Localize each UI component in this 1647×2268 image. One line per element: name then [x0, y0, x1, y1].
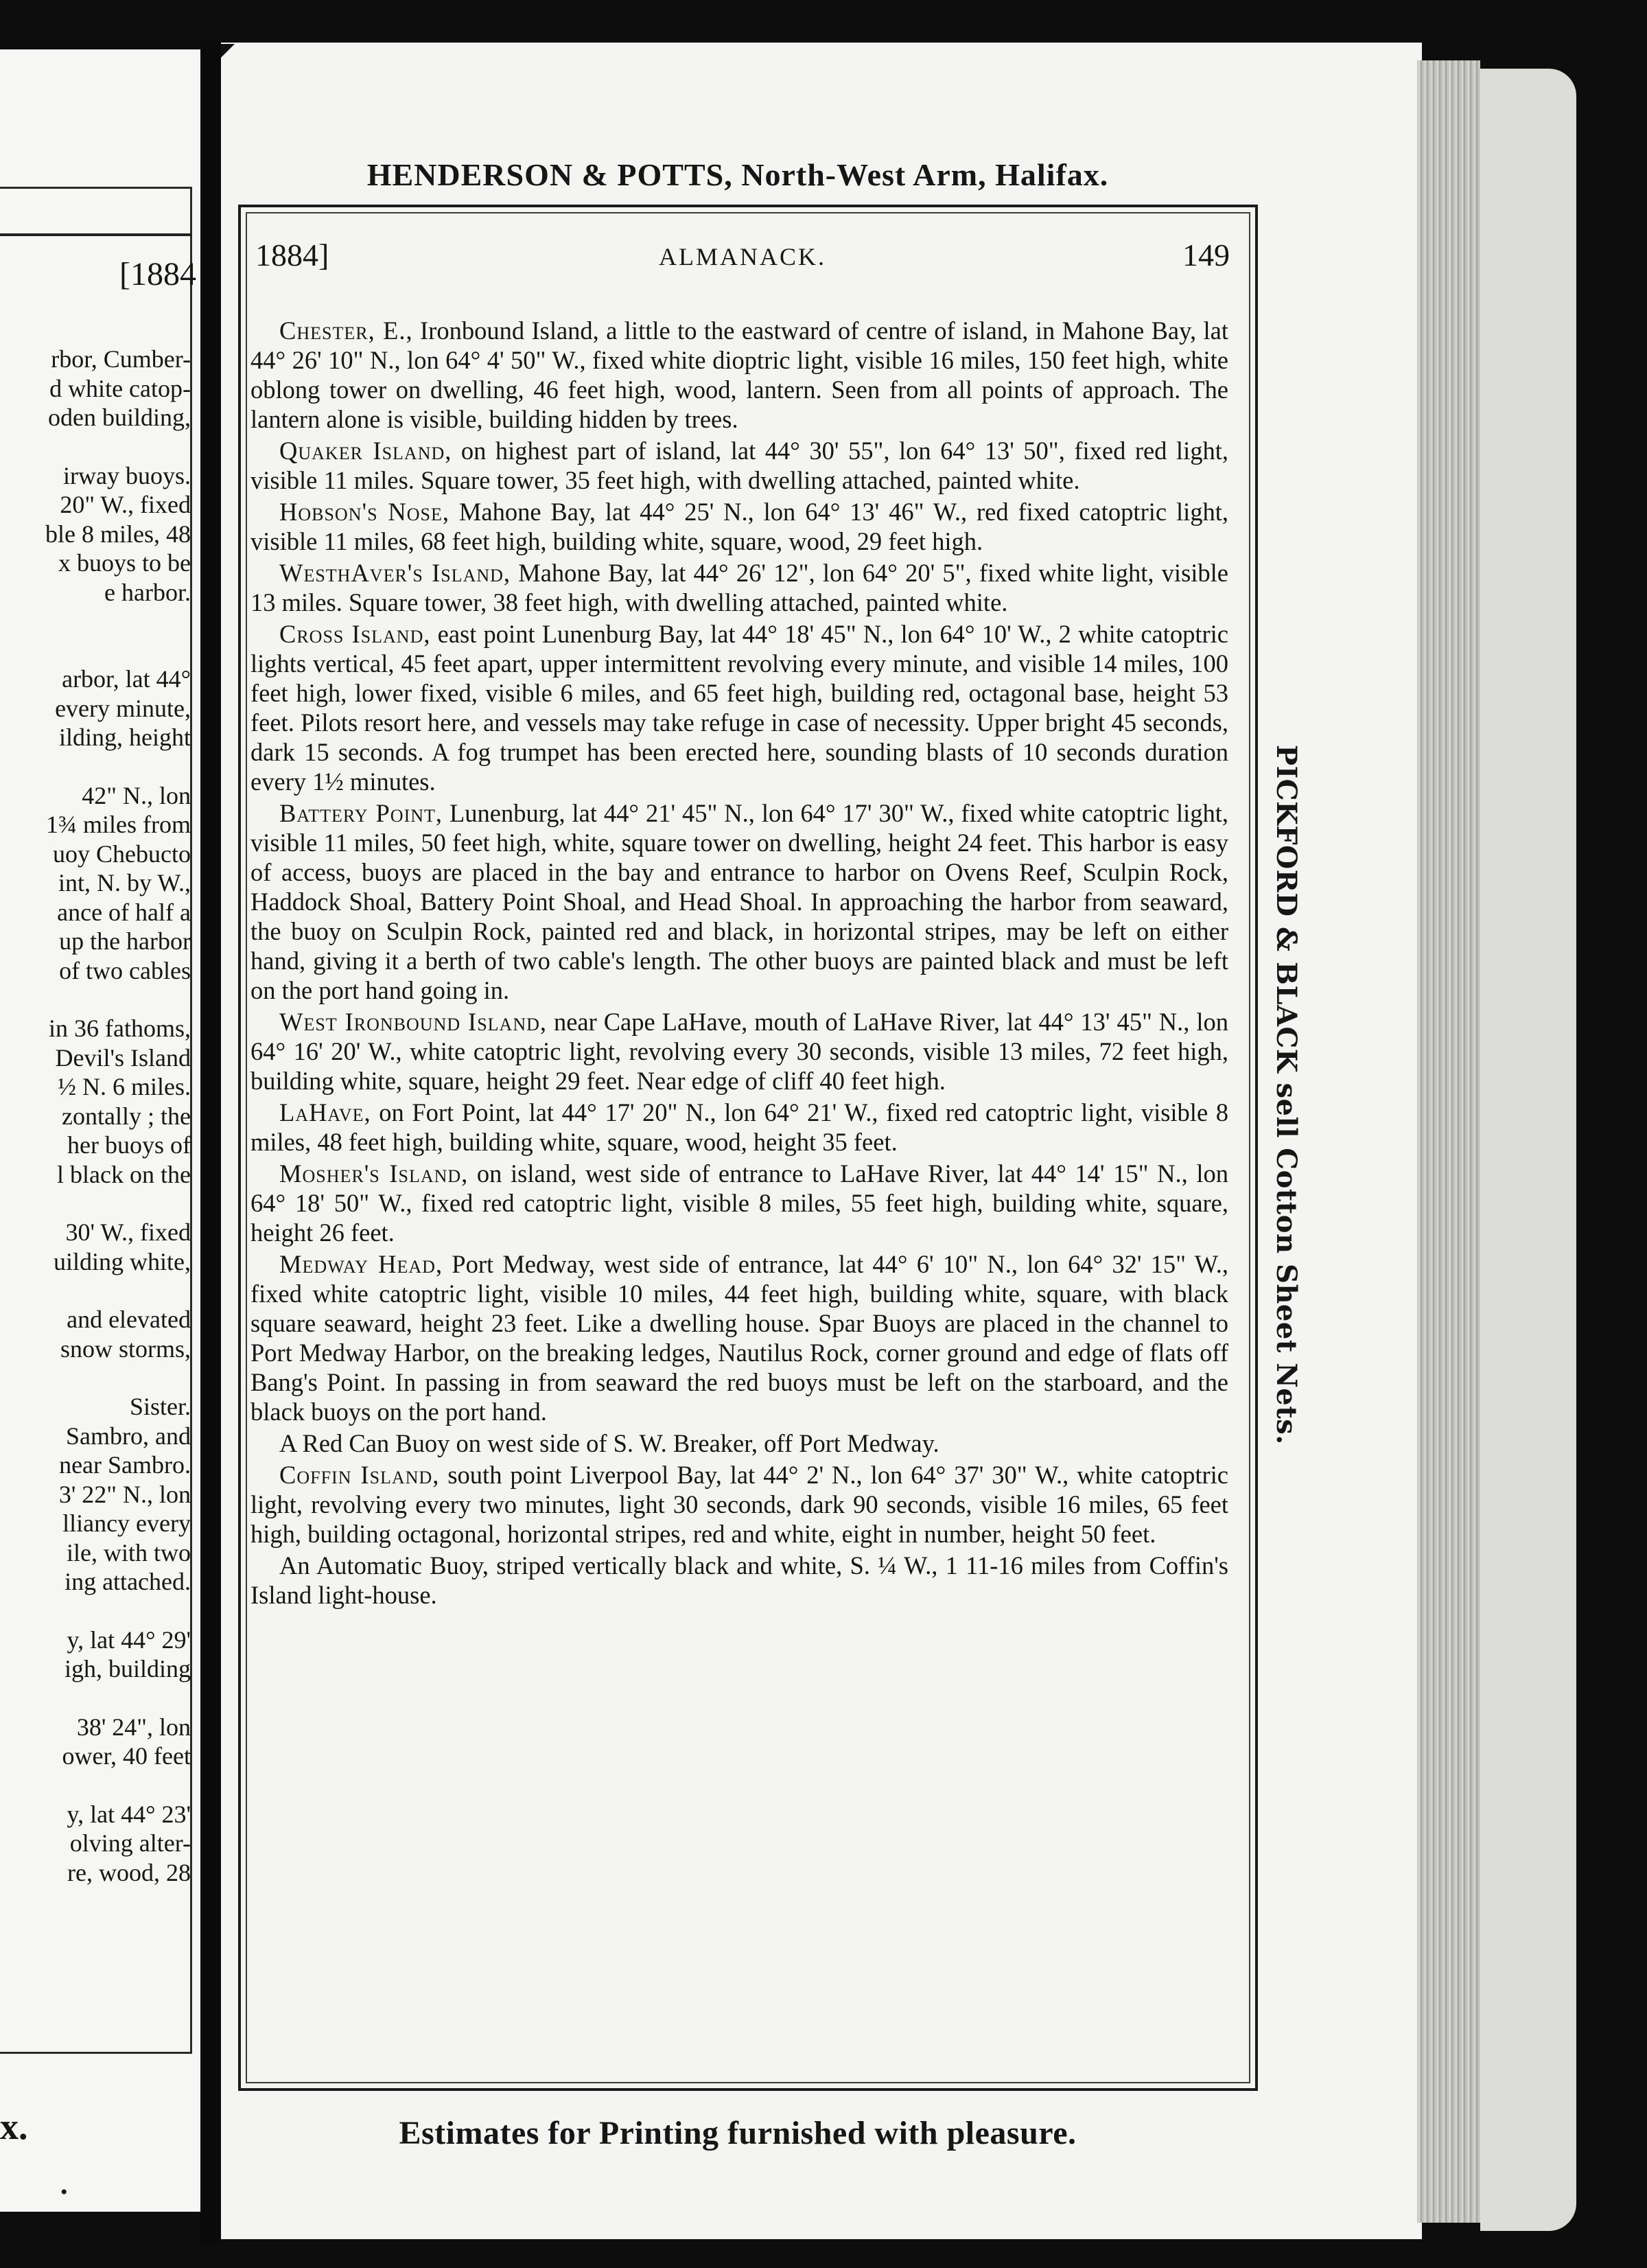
- lighthouse-entry: [250, 619, 1228, 796]
- page-number: 149: [1182, 238, 1230, 273]
- page-stack-edges: [1417, 60, 1480, 2223]
- lighthouse-entry: [250, 497, 1228, 556]
- left-page-line: ½ N. 6 miles.: [58, 1073, 191, 1100]
- left-page-line: e harbor.: [104, 578, 191, 606]
- entry-text: Port Medway, west side of entrance, lat 44° 6' 10" N., lon 64° 32' 15" W., fixed white catoptric light, visible 10 miles, 44 feet high, building white, square, with black square seaward, height 23 feet. Like a dwelling house. Spar Buoys are placed in the channel to Port Medway Harbor, on the breaking ledges, Nautilus Rock, corner ground and edge of flats off Bang's Point. In passing in from seaward the red buoys must be left on the starboard, and the black buoys on the port hand.: [250, 1250, 1228, 1426]
- left-page-line: in 36 fathoms,: [49, 1015, 191, 1042]
- left-page-line: and elevated: [67, 1306, 191, 1333]
- entry-text: east point Lunenburg Bay, lat 44° 18' 45" N., lon 64° 10' W., 2 white catoptric lights vertical, 45 feet apart, upper intermittent revolving every minute, and visible 14 miles, 100 feet high, lower fixed, visible 6 miles, and 65 feet high, building red, octagonal base, height 53 feet. Pilots resort here, and vessels may take refuge in case of necessity. Upper bright 45 seconds, dark 15 seconds. A fog trumpet has been erected here, sounding blasts of 10 seconds duration every 1½ minutes.: [250, 620, 1228, 796]
- left-page-line: d white catop-: [49, 374, 191, 402]
- side-advert: PICKFORD & BLACK sell Cotton Sheet Nets.: [1270, 745, 1303, 1445]
- entry-text: near Cape LaHave, mouth of LaHave River, lat 44° 13' 45" N., lon 64° 16' 20' W., white catoptric light, revolving every 30 seconds, visible 13 miles, 72 feet high, building white, square, height 29 feet. Near edge of cliff 40 feet high.: [250, 1008, 1228, 1095]
- entry-name: Coffin Island,: [279, 1461, 440, 1489]
- left-page-line: olving alter-: [69, 1829, 191, 1857]
- entry-name: WesthAver's Island,: [279, 559, 511, 587]
- left-page-gap: [0, 607, 194, 636]
- left-page-line: her buoys of: [67, 1131, 191, 1159]
- left-page-line: up the harbor: [59, 927, 191, 955]
- left-page-rule: [0, 233, 192, 236]
- entry-text: on highest part of island, lat 44° 30' 55", lon 64° 13' 50", fixed red light, visible 11 miles. Square tower, 35 feet high, with dwelling attached, painted white.: [250, 437, 1228, 494]
- left-page-line: ance of half a: [57, 898, 191, 926]
- entry-name: Battery Point,: [279, 799, 443, 827]
- footer-advert: Estimates for Printing furnished with pleasure.: [399, 2115, 1077, 2151]
- lighthouse-entry: [250, 1551, 1228, 1610]
- left-page-line: 1¾ miles from: [46, 811, 191, 838]
- left-page-line: Sister.: [129, 1393, 191, 1420]
- entry-name: LaHave,: [279, 1098, 371, 1126]
- entry-name: West Ironbound Island,: [279, 1008, 548, 1036]
- left-page-year: [1884: [119, 256, 196, 292]
- entry-text: Ironbound Island, a little to the eastward of centre of island, in Mahone Bay, lat 44° 26' 10" N., lon 64° 4' 50" W., fixed white dioptric light, visible 16 miles, 150 feet high, white oblong tower on dwelling, 46 feet high, wood, lantern. Seen from all points of approach. The lantern alone is visible, building hidden by trees.: [250, 316, 1228, 433]
- left-page-line: y, lat 44° 23': [67, 1800, 191, 1828]
- lighthouse-entry: [250, 316, 1228, 434]
- left-page-text: [0, 345, 194, 1887]
- back-page-edge: [1480, 69, 1576, 2231]
- left-page-line: 20" W., fixed: [60, 491, 191, 518]
- left-page-line: Sambro, and: [66, 1422, 191, 1450]
- left-page-line: x buoys to be: [58, 549, 191, 577]
- left-page-line: ing attached.: [65, 1568, 191, 1595]
- left-page-line: ile, with two: [67, 1538, 191, 1566]
- left-page-line: 42" N., lon: [82, 781, 191, 809]
- page-title: ALMANACK.: [658, 243, 826, 270]
- left-page-line: oden building,: [48, 404, 191, 431]
- lighthouse-entry: [250, 1007, 1228, 1096]
- entry-name: Medway Head,: [279, 1250, 443, 1278]
- left-page-gap: [0, 752, 194, 781]
- left-page-line: 3' 22" N., lon: [58, 1480, 191, 1508]
- entry-name: Hobson's Nose,: [279, 498, 450, 526]
- left-page-line: ilding, height: [59, 724, 191, 751]
- book-gutter: [200, 41, 221, 2245]
- left-page-bottom-fragment: x.: [0, 2106, 28, 2147]
- lighthouse-entry: [250, 436, 1228, 495]
- lighthouse-entries: [250, 316, 1228, 1612]
- left-page-gap: [0, 1684, 194, 1713]
- left-page-line: 30' W., fixed: [65, 1218, 191, 1246]
- left-page-line: lliancy every: [62, 1509, 191, 1537]
- entry-text: Lunenburg, lat 44° 21' 45" N., lon 64° 17' 30" W., fixed white catoptric light, visible 11 miles, 50 feet high, white, square tower on dwelling, height 24 feet. This harbor is easy of access, buoys are placed in the bay and entrance to harbor on Ovens Reef, Sculpin Rock, Haddock Shoal, Battery Point Shoal, and Head Shoal. In approaching the harbor from seaward, the buoy on Sculpin Rock, painted red and black, in horizontal stripes, may be left on either hand, giving it a berth of two cable's length. The other buoys are painted black and must be left on the port hand going in.: [250, 799, 1229, 1004]
- left-page-line: 38' 24", lon: [76, 1713, 191, 1741]
- lighthouse-entry: [250, 1098, 1228, 1157]
- entry-text: on island, west side of entrance to LaHave River, lat 44° 14' 15" N., lon 64° 18' 50" W., fixed red catoptric light, visible 8 miles, 55 feet high, building white, square, height 26 feet.: [250, 1159, 1228, 1247]
- entry-text: south point Liverpool Bay, lat 44° 2' N., lon 64° 37' 30" W., white catoptric light, revolving every two minutes, light 30 seconds, dark 90 seconds, visible 16 miles, 65 feet high, building octagonal, horizontal stripes, red and white, eight in number, height 50 feet.: [250, 1461, 1228, 1548]
- page-year: 1884]: [255, 238, 329, 273]
- left-page-gap: [0, 1276, 194, 1305]
- left-page-line: snow storms,: [60, 1334, 191, 1363]
- lighthouse-entry: [250, 1249, 1228, 1426]
- left-page-gap: [0, 1189, 194, 1218]
- left-page-gap: [0, 1771, 194, 1800]
- lighthouse-entry: [250, 1428, 1228, 1458]
- entry-text: on Fort Point, lat 44° 17' 20" N., lon 64° 21' W., fixed red catoptric light, visible 8 miles, 48 feet high, building white, square, wood, height 35 feet.: [250, 1098, 1228, 1156]
- left-page-line: Devil's Island: [55, 1043, 191, 1072]
- left-page-line: l black on the: [57, 1160, 191, 1188]
- lighthouse-entry: [250, 1460, 1228, 1549]
- left-page-line: uilding white,: [54, 1247, 191, 1275]
- left-page-line: re, wood, 28: [67, 1858, 191, 1886]
- left-page-line: zontally ; the: [62, 1102, 191, 1130]
- entry-name: Chester, E.,: [279, 316, 413, 345]
- left-page-line: rbor, Cumber-: [51, 345, 191, 373]
- entry-name: Cross Island,: [279, 620, 431, 648]
- entry-text: An Automatic Buoy, striped vertically black and white, S. ¼ W., 1 11-16 miles from Coffin's Island light-house.: [250, 1551, 1228, 1609]
- entry-name: Quaker Island,: [279, 437, 452, 465]
- running-head-advert: HENDERSON & POTTS, North-West Arm, Halifax.: [366, 157, 1109, 192]
- left-page-gap: [0, 636, 194, 664]
- left-page-line: of two cables: [59, 956, 191, 984]
- entry-text: Mahone Bay, lat 44° 25' N., lon 64° 13' 46" W., red fixed catoptric light, visible 11 miles, 68 feet high, building white, square, wood, 29 feet high.: [250, 498, 1228, 555]
- left-page-line: int, N. by W.,: [58, 869, 191, 896]
- left-page-gap: [0, 985, 194, 1014]
- left-page-line: near Sambro.: [59, 1451, 191, 1479]
- left-page-line: irway buoys.: [63, 461, 191, 489]
- left-page-line: uoy Chebucto: [53, 840, 191, 868]
- page-header: [255, 237, 1230, 278]
- left-page-gap: [0, 1363, 194, 1392]
- left-page-line: igh, building: [64, 1655, 191, 1682]
- entry-text: Mahone Bay, lat 44° 26' 12", lon 64° 20' 5", fixed white light, visible 13 miles. Square tower, 38 feet high, with dwelling attached, painted white.: [250, 559, 1229, 616]
- left-page-line: ower, 40 feet: [62, 1742, 191, 1770]
- left-page-line: ble 8 miles, 48: [45, 520, 191, 548]
- left-page-mark: •: [60, 2181, 68, 2203]
- left-page-gap: [0, 432, 194, 461]
- lighthouse-entry: [250, 1159, 1228, 1247]
- left-page-line: arbor, lat 44°: [62, 665, 191, 693]
- left-page-line: every minute,: [55, 694, 191, 722]
- lighthouse-entry: [250, 558, 1228, 617]
- left-page-gap: [0, 1597, 194, 1625]
- left-page-line: y, lat 44° 29': [67, 1625, 191, 1654]
- entry-text: A Red Can Buoy on west side of S. W. Breaker, off Port Medway.: [279, 1429, 939, 1457]
- left-facing-page: [0, 49, 200, 2212]
- entry-name: Mosher's Island,: [279, 1159, 469, 1188]
- lighthouse-entry: [250, 798, 1228, 1005]
